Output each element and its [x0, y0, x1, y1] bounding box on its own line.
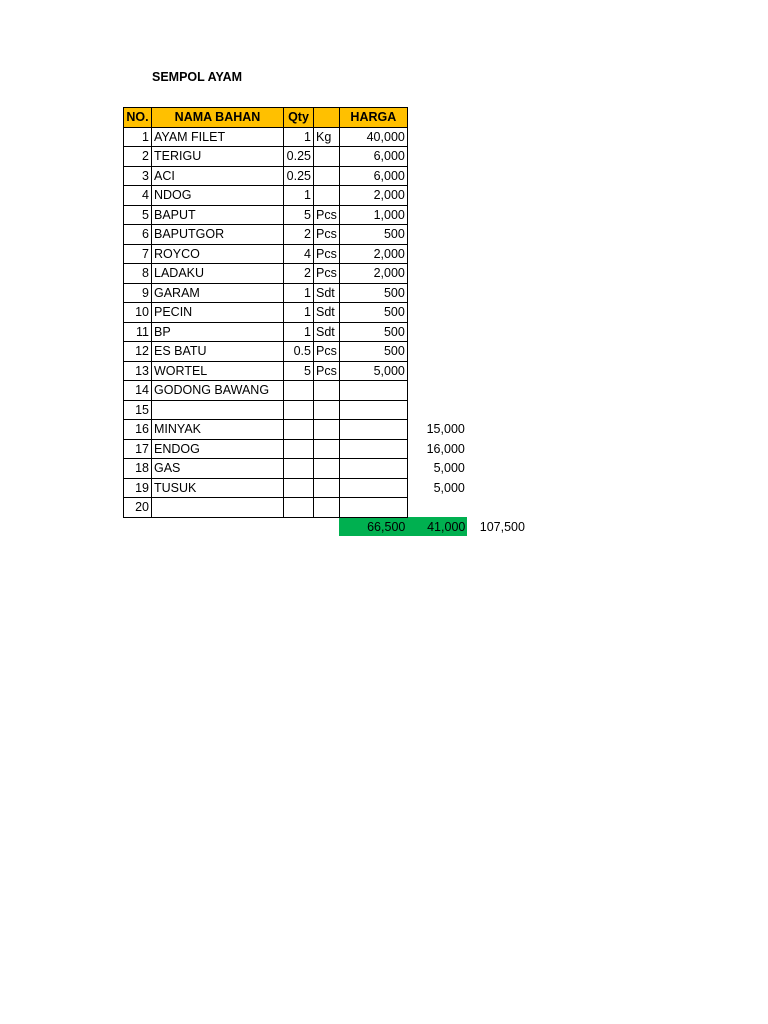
cell-extra[interactable] — [407, 264, 467, 284]
cell-harga[interactable] — [339, 420, 407, 440]
table-row — [124, 166, 538, 186]
cell-name[interactable]: AYAM FILET — [152, 127, 284, 147]
cell-extra[interactable] — [407, 381, 467, 401]
cell-name[interactable]: ACI — [152, 166, 284, 186]
cell-name[interactable]: ROYCO — [152, 244, 284, 264]
cell-extra[interactable] — [407, 166, 467, 186]
cell-qty[interactable] — [284, 400, 314, 420]
cell-harga[interactable] — [339, 478, 407, 498]
cell-qty[interactable] — [284, 478, 314, 498]
cell-extra[interactable]: 5,000 — [433, 461, 465, 476]
cell-name[interactable] — [152, 400, 284, 420]
table-row — [124, 303, 538, 323]
cell-empty[interactable] — [467, 459, 537, 479]
cell-extra[interactable] — [407, 342, 467, 362]
cell-harga[interactable]: 2,000 — [339, 264, 407, 284]
cell-extra[interactable] — [407, 361, 467, 381]
cell-name[interactable]: ENDOG — [152, 439, 284, 459]
cell-qty[interactable] — [284, 420, 314, 440]
cell-name[interactable] — [152, 498, 284, 518]
cell-unit[interactable]: Pcs — [314, 244, 340, 264]
cell-extra[interactable]: 5,000 — [433, 480, 465, 495]
cell-qty[interactable]: 0.25 — [284, 147, 314, 167]
table-row — [124, 127, 538, 147]
cell-name[interactable]: NDOG — [152, 186, 284, 206]
header-row — [124, 108, 538, 128]
table-row — [124, 342, 538, 362]
grand-total-cell[interactable]: 107,500 — [479, 519, 525, 534]
table-row — [124, 186, 538, 206]
cell-unit[interactable] — [314, 420, 340, 440]
cell-extra[interactable] — [407, 498, 467, 518]
cell-extra[interactable] — [407, 244, 467, 264]
table-row — [124, 205, 538, 225]
cell-no[interactable]: 5 — [124, 205, 152, 225]
cell-empty[interactable] — [467, 225, 537, 245]
cell-name[interactable]: GODONG BAWANG — [152, 381, 284, 401]
cell-qty[interactable]: 1 — [284, 322, 314, 342]
cell-unit[interactable] — [314, 478, 340, 498]
cell-empty[interactable] — [467, 127, 537, 147]
cell-harga[interactable]: 2,000 — [339, 244, 407, 264]
cell-empty[interactable] — [467, 322, 537, 342]
header-empty-extra[interactable] — [407, 108, 467, 128]
cell-unit[interactable] — [314, 400, 340, 420]
cell-no[interactable]: 14 — [124, 381, 152, 401]
cell-no[interactable]: 2 — [124, 147, 152, 167]
cell-empty[interactable] — [467, 244, 537, 264]
header-harga[interactable]: HARGA — [339, 108, 407, 128]
cell-qty[interactable]: 0.25 — [284, 166, 314, 186]
cell-no[interactable]: 18 — [124, 459, 152, 479]
cell-unit[interactable]: Pcs — [314, 264, 340, 284]
cell-empty[interactable] — [467, 361, 537, 381]
cell-empty[interactable] — [467, 342, 537, 362]
cell-empty[interactable] — [467, 381, 537, 401]
table-row — [124, 283, 538, 303]
cell-qty[interactable]: 2 — [284, 264, 314, 284]
cell-empty[interactable] — [467, 283, 537, 303]
cell-qty[interactable] — [284, 381, 314, 401]
cell-unit[interactable] — [314, 459, 340, 479]
cell-harga[interactable] — [339, 439, 407, 459]
cell-empty[interactable] — [467, 264, 537, 284]
cell-qty[interactable]: 1 — [284, 186, 314, 206]
header-qty[interactable]: Qty — [284, 108, 314, 128]
cell-name[interactable]: BAPUTGOR — [152, 225, 284, 245]
cell-extra[interactable] — [407, 322, 467, 342]
cell-empty[interactable] — [467, 166, 537, 186]
cell-unit[interactable] — [314, 439, 340, 459]
table-row — [124, 420, 538, 440]
cell-name[interactable]: LADAKU — [152, 264, 284, 284]
cell-extra[interactable]: 16,000 — [426, 441, 465, 456]
header-unit[interactable] — [314, 108, 340, 128]
cell-harga[interactable]: 500 — [339, 283, 407, 303]
cell-no[interactable]: 20 — [124, 498, 152, 518]
cell-harga[interactable] — [339, 459, 407, 479]
cell-name[interactable]: TERIGU — [152, 147, 284, 167]
cell-unit[interactable]: Sdt — [314, 283, 340, 303]
header-name[interactable]: NAMA BAHAN — [152, 108, 284, 128]
cell-unit[interactable] — [314, 147, 340, 167]
cell-unit[interactable]: Pcs — [314, 361, 340, 381]
cell-no[interactable]: 16 — [124, 420, 152, 440]
cell-empty[interactable] — [467, 303, 537, 323]
cell-unit[interactable]: Pcs — [314, 205, 340, 225]
cell-qty[interactable] — [284, 459, 314, 479]
cell-no[interactable]: 17 — [124, 439, 152, 459]
cell-no[interactable]: 19 — [124, 478, 152, 498]
cell-no[interactable]: 1 — [124, 127, 152, 147]
cell-name[interactable]: PECIN — [152, 303, 284, 323]
cell-empty[interactable] — [467, 478, 537, 498]
cell-harga[interactable]: 6,000 — [339, 147, 407, 167]
cell-harga[interactable] — [339, 498, 407, 518]
cell-empty[interactable] — [152, 517, 284, 536]
table-row — [124, 225, 538, 245]
cell-qty[interactable]: 2 — [284, 225, 314, 245]
cell-extra[interactable] — [407, 225, 467, 245]
cell-extra[interactable] — [407, 283, 467, 303]
cell-qty[interactable]: 1 — [284, 303, 314, 323]
cell-harga[interactable]: 500 — [339, 342, 407, 362]
cell-unit[interactable] — [314, 498, 340, 518]
cell-extra[interactable] — [407, 205, 467, 225]
cell-no[interactable]: 3 — [124, 166, 152, 186]
table-row — [124, 381, 538, 401]
cell-extra[interactable] — [407, 400, 467, 420]
table-row — [124, 264, 538, 284]
table-row — [124, 478, 538, 498]
cell-qty[interactable]: 4 — [284, 244, 314, 264]
cell-no[interactable]: 13 — [124, 361, 152, 381]
sheet-title: SEMPOL AYAM — [152, 70, 243, 84]
cell-harga[interactable] — [339, 381, 407, 401]
table-row — [124, 322, 538, 342]
cell-qty[interactable]: 1 — [284, 127, 314, 147]
cell-harga[interactable]: 1,000 — [339, 205, 407, 225]
cell-empty[interactable] — [124, 517, 152, 536]
table-row — [124, 244, 538, 264]
cell-harga[interactable] — [339, 400, 407, 420]
cell-empty[interactable] — [467, 205, 537, 225]
table-row — [124, 361, 538, 381]
cell-unit[interactable] — [314, 381, 340, 401]
cell-harga[interactable]: 500 — [339, 322, 407, 342]
header-empty-total[interactable] — [467, 108, 537, 128]
cell-no[interactable]: 15 — [124, 400, 152, 420]
cell-empty[interactable] — [467, 147, 537, 167]
cell-extra[interactable] — [407, 303, 467, 323]
cell-extra[interactable] — [407, 186, 467, 206]
cell-name[interactable]: GAS — [152, 459, 284, 479]
cell-unit[interactable] — [314, 166, 340, 186]
cell-unit[interactable]: Kg — [314, 127, 340, 147]
cell-harga[interactable]: 6,000 — [339, 166, 407, 186]
cell-empty[interactable] — [467, 439, 537, 459]
cell-empty[interactable] — [284, 517, 314, 536]
cell-no[interactable]: 8 — [124, 264, 152, 284]
cell-extra[interactable] — [407, 147, 467, 167]
table-row — [124, 400, 538, 420]
totals-row — [124, 517, 538, 536]
cell-unit[interactable]: Sdt — [314, 322, 340, 342]
cell-name[interactable]: WORTEL — [152, 361, 284, 381]
cell-empty[interactable] — [467, 400, 537, 420]
cell-name[interactable]: MINYAK — [152, 420, 284, 440]
header-no[interactable]: NO. — [124, 108, 152, 128]
cell-qty[interactable] — [284, 498, 314, 518]
cell-unit[interactable]: Sdt — [314, 303, 340, 323]
cell-empty[interactable] — [467, 420, 537, 440]
cell-qty[interactable] — [284, 439, 314, 459]
table-row — [124, 498, 538, 518]
cell-extra[interactable]: 15,000 — [426, 422, 465, 437]
cell-no[interactable]: 10 — [124, 303, 152, 323]
cell-qty[interactable]: 5 — [284, 361, 314, 381]
extra-total-cell[interactable]: 41,000 — [407, 517, 467, 536]
cell-name[interactable]: GARAM — [152, 283, 284, 303]
cell-extra[interactable] — [407, 127, 467, 147]
table-row — [124, 459, 538, 479]
cell-unit[interactable] — [314, 186, 340, 206]
cell-qty[interactable]: 1 — [284, 283, 314, 303]
cell-unit[interactable]: Pcs — [314, 225, 340, 245]
cell-harga[interactable]: 2,000 — [339, 186, 407, 206]
cell-no[interactable]: 6 — [124, 225, 152, 245]
cell-empty[interactable] — [467, 186, 537, 206]
cell-qty[interactable]: 0.5 — [284, 342, 314, 362]
cell-no[interactable]: 11 — [124, 322, 152, 342]
cell-name[interactable]: BAPUT — [152, 205, 284, 225]
table-row — [124, 147, 538, 167]
cell-harga[interactable]: 500 — [339, 225, 407, 245]
cell-empty[interactable] — [314, 517, 340, 536]
cell-no[interactable]: 12 — [124, 342, 152, 362]
cell-harga[interactable]: 40,000 — [339, 127, 407, 147]
cell-no[interactable]: 7 — [124, 244, 152, 264]
ingredients-table — [123, 107, 538, 536]
cell-harga[interactable]: 5,000 — [339, 361, 407, 381]
cell-name[interactable]: ES BATU — [152, 342, 284, 362]
cell-unit[interactable]: Pcs — [314, 342, 340, 362]
cell-name[interactable]: BP — [152, 322, 284, 342]
cell-empty[interactable] — [467, 498, 537, 518]
cell-harga[interactable]: 500 — [339, 303, 407, 323]
cell-no[interactable]: 4 — [124, 186, 152, 206]
cell-name[interactable]: TUSUK — [152, 478, 284, 498]
cell-no[interactable]: 9 — [124, 283, 152, 303]
table-row — [124, 439, 538, 459]
harga-total-cell[interactable]: 66,500 — [339, 517, 407, 536]
cell-qty[interactable]: 5 — [284, 205, 314, 225]
